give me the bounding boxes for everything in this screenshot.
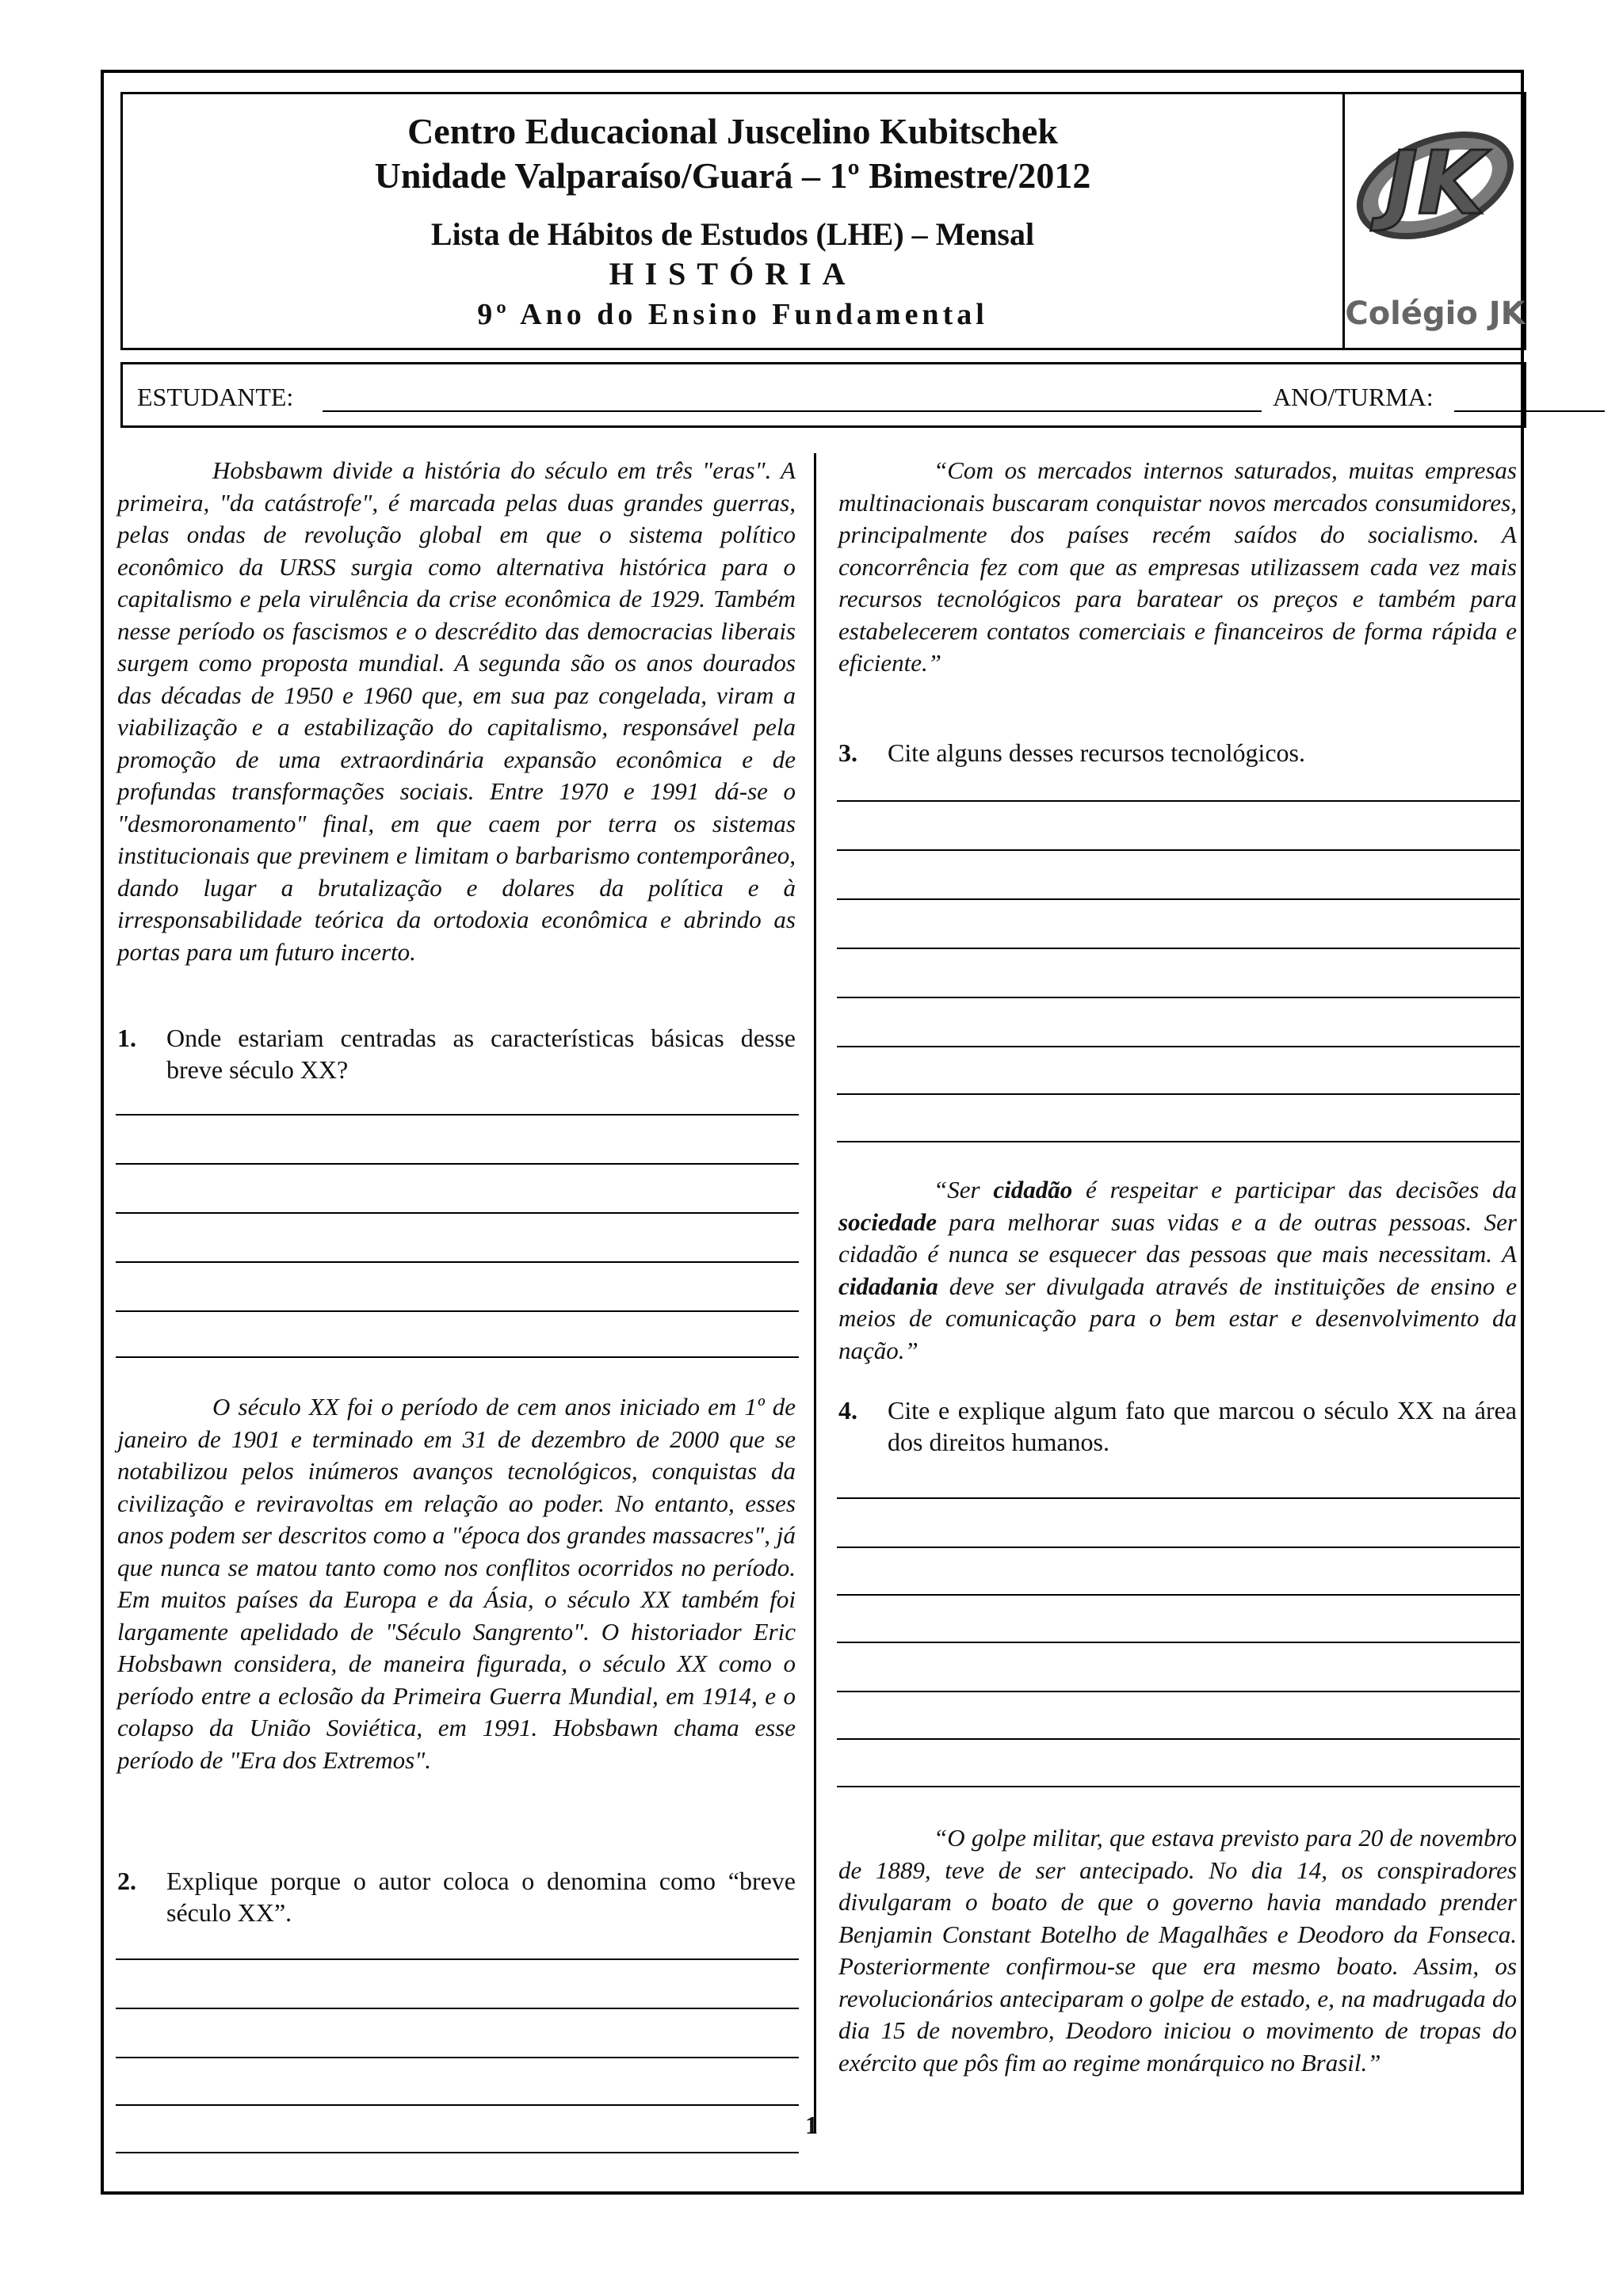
- list-title: Lista de Hábitos de Estudos (LHE) – Mensal: [430, 216, 1035, 252]
- school-logo: [1345, 94, 1526, 348]
- answer-line[interactable]: [837, 1046, 1520, 1047]
- hobsbawm-excerpt: Hobsbawm divide a história do século em três "eras". A primeira, "da catástrofe", é marcada pelas duas grandes guerras, pelas ondas de revolução global em que o sistema político econômico da URSS surgia como alternativa histórica para o capitalismo e pela virulência da crise econômica de 1929. Também nesse período os fascismos e o descrédito das democracias liberais surgem como proposta mundial. A segunda são os anos dourados das décadas de 1950 e 1960 que, em sua paz congelada, viram a viabilização e a estabilização do capitalismo, responsável pela promoção de uma extraordinária expansão econômica e de profundas transformações sociais. Entre 1970 e 1991 dá-se o "desmoronamento" final, em que caem por terra os sistemas institucionais que previnem e limitam o barbarismo contemporâneo, dando lugar a brutalização e dolares da política e à irresponsabilidade teórica da ortodoxia econômica e abrindo as portas para um futuro incerto.: [117, 456, 796, 966]
- answer-line[interactable]: [837, 898, 1520, 900]
- grade-title: 9º Ano do Ensino Fundamental: [477, 298, 988, 331]
- question-3-number: 3.: [838, 738, 857, 767]
- answer-line[interactable]: [116, 2008, 799, 2009]
- question-3: [838, 737, 1517, 769]
- answer-line[interactable]: [116, 1310, 799, 1312]
- subject-title: HISTÓRIA: [609, 256, 857, 292]
- mercados-excerpt: “Com os mercados internos saturados, muitas empresas multinacionais buscaram conquistar novos mercados consumidores, principalmente dos países recém saídos do socialismo. A concorrência fez com que as empresas utilizassem cada vez mais recursos tecnológicos para baratear os preços e também para estabelecerem contatos comerciais e financeiros de forma rápida e eficiente.”: [838, 456, 1517, 677]
- answer-line[interactable]: [837, 1093, 1520, 1095]
- question-1-number: 1.: [117, 1024, 136, 1052]
- question-2-number: 2.: [117, 1867, 136, 1895]
- question-4: [838, 1394, 1517, 1458]
- answer-line[interactable]: [116, 1212, 799, 1214]
- jk-logo-icon: [1345, 94, 1526, 348]
- question-1-text: Onde estariam centradas as características básicas desse breve século XX?: [166, 1024, 796, 1084]
- answer-line[interactable]: [837, 1786, 1520, 1787]
- school-name: Centro Educacional Juscelino Kubitschek: [407, 111, 1058, 151]
- answer-line[interactable]: [116, 1356, 799, 1358]
- header-box: [120, 92, 1526, 350]
- question-1: [117, 1022, 796, 1085]
- answer-line[interactable]: [837, 1738, 1520, 1740]
- student-name-field[interactable]: [323, 410, 1262, 412]
- question-4-number: 4.: [838, 1396, 857, 1425]
- answer-line[interactable]: [837, 1547, 1520, 1548]
- question-2: [117, 1865, 796, 1928]
- answer-line[interactable]: [837, 1642, 1520, 1643]
- class-label: ANO/TURMA:: [1273, 383, 1434, 411]
- answer-line[interactable]: [837, 1497, 1520, 1499]
- answer-line[interactable]: [116, 1958, 799, 1960]
- answer-line[interactable]: [116, 1261, 799, 1263]
- answer-line[interactable]: [116, 2057, 799, 2058]
- answer-line[interactable]: [837, 800, 1520, 802]
- answer-line[interactable]: [837, 997, 1520, 998]
- student-info-box: [120, 362, 1526, 428]
- answer-line[interactable]: [837, 849, 1520, 851]
- student-label: ESTUDANTE:: [137, 383, 294, 411]
- cidadania-excerpt: “Ser cidadão é respeitar e participar das decisões da sociedade para melhorar suas vidas e a de outras pessoas. Ser cidadão é nunca se esquecer das pessoas que mais necessitam. A cidadania deve ser divulgada através de instituições de ensino e meios de comunicação para o bem estar e desenvolvimento da nação.”: [838, 1176, 1517, 1364]
- column-divider: [814, 453, 816, 2133]
- unit-bimester: Unidade Valparaíso/Guará – 1º Bimestre/2012: [374, 155, 1091, 196]
- question-4-text: Cite e explique algum fato que marcou o século XX na área dos direitos humanos.: [888, 1396, 1517, 1456]
- svg-text:Colégio JK: Colégio JK: [1345, 296, 1526, 332]
- header-text: [123, 94, 1342, 348]
- answer-line[interactable]: [837, 1141, 1520, 1142]
- svg-text:JK: JK: [1384, 132, 1486, 234]
- page-number: 1: [805, 2111, 818, 2139]
- answer-line[interactable]: [837, 1691, 1520, 1692]
- seculo-xx-excerpt: O século XX foi o período de cem anos iniciado em 1º de janeiro de 1901 e terminado em 31 de dezembro de 2000 que se notabilizou pelos inúmeros avanços tecnológicos, conquistas da civilização e reviravoltas em relação ao poder. No entanto, esses anos podem ser descritos como a "época dos grandes massacres", já que nunca se matou tanto como nos conflitos ocorridos no período. Em muitos países da Europa e da Ásia, o século XX também foi largamente apelidado de "Século Sangrento". O historiador Eric Hobsbawn considera, de maneira figurada, o século XX como o período entre a eclosão da Primeira Guerra Mundial, em 1914, e o colapso da União Soviética, em 1991. Hobsbawn chama esse período de "Era dos Extremos".: [117, 1393, 796, 1774]
- question-2-text: Explique porque o autor coloca o denomina como “breve século XX”.: [166, 1867, 796, 1927]
- answer-line[interactable]: [837, 948, 1520, 949]
- golpe-militar-excerpt: “O golpe militar, que estava previsto para 20 de novembro de 1889, teve de ser antecipado. No dia 14, os conspiradores divulgaram o boato de que o governo havia mandado prender Benjamin Constant Botelho de Magalhães e Deodoro da Fonseca. Posteriormente confirmou-se que era mesmo boato. Assim, os revolucionários anteciparam o golpe de estado, e, na madrugada do dia 15 de novembro, Deodoro iniciou o movimento de tropas do exército que pôs fim ao regime monárquico no Brasil.”: [838, 1824, 1517, 2077]
- answer-line[interactable]: [116, 1114, 799, 1116]
- answer-line[interactable]: [116, 2152, 799, 2153]
- answer-line[interactable]: [837, 1594, 1520, 1596]
- question-3-text: Cite alguns desses recursos tecnológicos.: [888, 738, 1305, 767]
- class-field[interactable]: [1454, 410, 1605, 412]
- answer-line[interactable]: [116, 1163, 799, 1165]
- answer-line[interactable]: [116, 2104, 799, 2106]
